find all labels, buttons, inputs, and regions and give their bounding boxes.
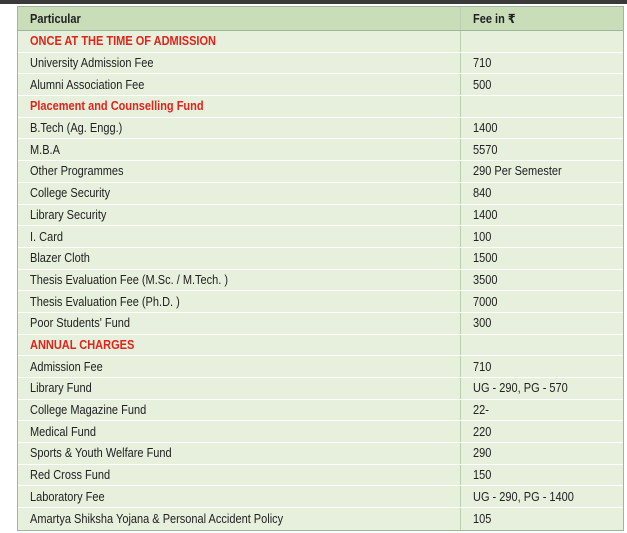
table-header-row [18,7,623,31]
fee-cell [461,205,623,226]
fee-value: 290 [473,446,492,461]
table-row [18,421,623,443]
particular-label: B.Tech (Ag. Engg.) [30,121,123,136]
particular-cell [18,53,461,74]
fee-cell [461,53,623,74]
particular-label: Blazer Cloth [30,251,90,266]
particular-label: Thesis Evaluation Fee (Ph.D. ) [30,294,180,309]
fee-cell [461,74,623,95]
particular-cell [18,291,461,312]
particular-label: College Security [30,186,111,201]
particular-label: Library Fund [30,381,92,396]
section-header-row [18,335,623,357]
header-fee-cell [461,7,623,30]
particular-cell [18,226,461,247]
particular-label: Medical Fund [30,424,97,439]
header-fee: Fee in ₹ [473,12,516,26]
fee-cell [461,183,623,204]
table-row [18,205,623,227]
particular-label: M.B.A [30,142,60,157]
table-row [18,248,623,270]
particular-label: Poor Students' Fund [30,316,130,331]
fee-cell [461,421,623,442]
particular-cell [18,465,461,486]
fee-value: 100 [473,229,492,244]
table-row [18,74,623,96]
fee-cell [461,486,623,507]
fee-cell [461,96,623,117]
table-row [18,378,623,400]
fee-value: 710 [473,56,492,71]
fee-value: 300 [473,316,492,331]
particular-cell [18,270,461,291]
particular-label: Laboratory Fee [30,489,105,504]
fee-value: 1500 [473,251,498,266]
fee-cell [461,161,623,182]
particular-cell [18,118,461,139]
table-row [18,118,623,140]
table-body [18,31,623,530]
table-row [18,443,623,465]
particular-cell [18,248,461,269]
table-row [18,53,623,75]
particular-cell [18,74,461,95]
table-row [18,270,623,292]
fee-cell [461,313,623,334]
table-row [18,486,623,508]
table-row [18,161,623,183]
top-border-bar [0,0,627,4]
fee-table [17,6,624,531]
particular-label: Amartya Shiksha Yojana & Personal Accident Policy [30,511,284,526]
table-row [18,226,623,248]
fee-value: 500 [473,77,492,92]
fee-value: 7000 [473,294,498,309]
table-row [18,183,623,205]
table-row [18,291,623,313]
fee-cell [461,270,623,291]
particular-label: College Magazine Fund [30,403,147,418]
particular-label: Alumni Association Fee [30,77,145,92]
section-title: ANNUAL CHARGES [30,337,135,352]
fee-cell [461,400,623,421]
fee-cell [461,118,623,139]
particular-cell [18,356,461,377]
section-title: ONCE AT THE TIME OF ADMISSION [30,34,216,49]
fee-cell [461,291,623,312]
fee-value: 22- [473,403,489,418]
fee-cell [461,443,623,464]
particular-cell [18,378,461,399]
table-row [18,400,623,422]
particular-label: University Admission Fee [30,56,154,71]
fee-value: 220 [473,424,492,439]
fee-cell [461,378,623,399]
particular-cell [18,313,461,334]
table-row [18,465,623,487]
particular-cell [18,96,461,117]
fee-cell [461,139,623,160]
particular-cell [18,161,461,182]
table-row [18,313,623,335]
section-title: Placement and Counselling Fund [30,99,204,114]
fee-cell [461,226,623,247]
section-header-row [18,96,623,118]
particular-label: I. Card [30,229,64,244]
particular-cell [18,443,461,464]
fee-value: 5570 [473,142,498,157]
particular-cell [18,183,461,204]
particular-cell [18,205,461,226]
fee-value: 3500 [473,272,498,287]
particular-label: Sports & Youth Welfare Fund [30,446,172,461]
particular-cell [18,486,461,507]
particular-label: Red Cross Fund [30,468,111,483]
fee-value: 1400 [473,207,498,222]
fee-value: 840 [473,186,492,201]
section-header-row [18,31,623,53]
fee-cell [461,335,623,356]
fee-cell [461,465,623,486]
fee-cell [461,248,623,269]
fee-cell [461,508,623,530]
fee-value: 710 [473,359,492,374]
fee-value: 150 [473,468,492,483]
fee-cell [461,31,623,52]
particular-cell [18,400,461,421]
particular-cell [18,31,461,52]
table-row [18,139,623,161]
fee-value: 1400 [473,121,498,136]
table-row [18,508,623,530]
particular-label: Thesis Evaluation Fee (M.Sc. / M.Tech. ) [30,272,229,287]
particular-cell [18,421,461,442]
particular-cell [18,139,461,160]
particular-cell [18,508,461,530]
particular-cell [18,335,461,356]
header-particular-cell [18,7,461,30]
particular-label: Admission Fee [30,359,103,374]
header-particular: Particular [30,11,81,26]
particular-label: Other Programmes [30,164,124,179]
fee-value: UG - 290, PG - 1400 [473,489,574,504]
fee-value: 290 Per Semester [473,164,562,179]
fee-cell [461,356,623,377]
fee-value: UG - 290, PG - 570 [473,381,568,396]
particular-label: Library Security [30,207,107,222]
table-row [18,356,623,378]
fee-value: 105 [473,511,492,526]
